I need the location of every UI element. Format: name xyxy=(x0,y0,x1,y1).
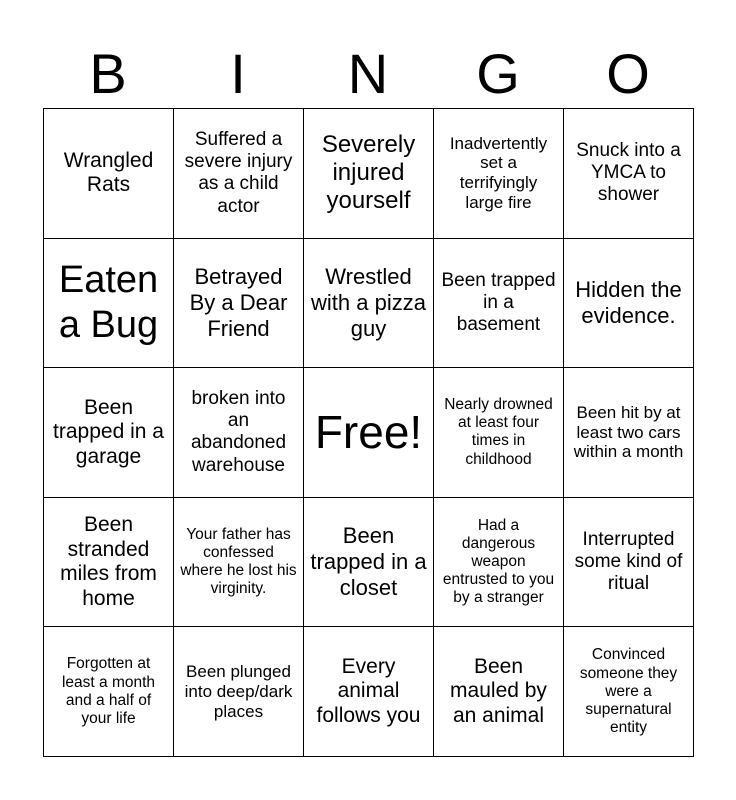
bingo-cell: Inadvertently set a terrifyingly large fire xyxy=(434,109,564,239)
bingo-cell: Been plunged into deep/dark places xyxy=(174,627,304,757)
bingo-cell: broken into an abandoned warehouse xyxy=(174,368,304,498)
free-space: Free! xyxy=(304,368,434,498)
bingo-cell: Been stranded miles from home xyxy=(44,497,174,627)
board-row xyxy=(44,368,694,498)
bingo-cell: Convinced someone they were a supernatural entity xyxy=(564,627,694,757)
bingo-cell: Been mauled by an animal xyxy=(434,627,564,757)
bingo-cell: Wrestled with a pizza guy xyxy=(304,238,434,368)
bingo-cell: Had a dangerous weapon entrusted to you by a stranger xyxy=(434,497,564,627)
header-letter-n: N xyxy=(347,42,389,105)
bingo-cell: Been trapped in a garage xyxy=(44,368,174,498)
board-row xyxy=(44,497,694,627)
bingo-cell: Snuck into a YMCA to shower xyxy=(564,109,694,239)
bingo-cell: Severely injured yourself xyxy=(304,109,434,239)
bingo-cell: Nearly drowned at least four times in childhood xyxy=(434,368,564,498)
bingo-cell: Every animal follows you xyxy=(304,627,434,757)
bingo-cell: Betrayed By a Dear Friend xyxy=(174,238,304,368)
bingo-cell: Been hit by at least two cars within a month xyxy=(564,368,694,498)
bingo-cell: Interrupted some kind of ritual xyxy=(564,497,694,627)
bingo-cell: Hidden the evidence. xyxy=(564,238,694,368)
bingo-cell: Forgotten at least a month and a half of your life xyxy=(44,627,174,757)
header-letter-b: B xyxy=(89,42,127,105)
header-letter-o: O xyxy=(606,42,650,105)
bingo-cell: Been trapped in a closet xyxy=(304,497,434,627)
bingo-board xyxy=(43,108,694,757)
header-letter-g: G xyxy=(476,42,520,105)
bingo-cell: Eaten a Bug xyxy=(44,238,174,368)
board-row xyxy=(44,627,694,757)
bingo-cell: Wrangled Rats xyxy=(44,109,174,239)
bingo-cell: Your father has confessed where he lost his virginity. xyxy=(174,497,304,627)
bingo-cell: Been trapped in a basement xyxy=(434,238,564,368)
header-letter-i: I xyxy=(230,42,246,105)
bingo-header xyxy=(43,40,693,108)
bingo-cell: Suffered a severe injury as a child actor xyxy=(174,109,304,239)
board-row xyxy=(44,109,694,239)
board-row xyxy=(44,238,694,368)
